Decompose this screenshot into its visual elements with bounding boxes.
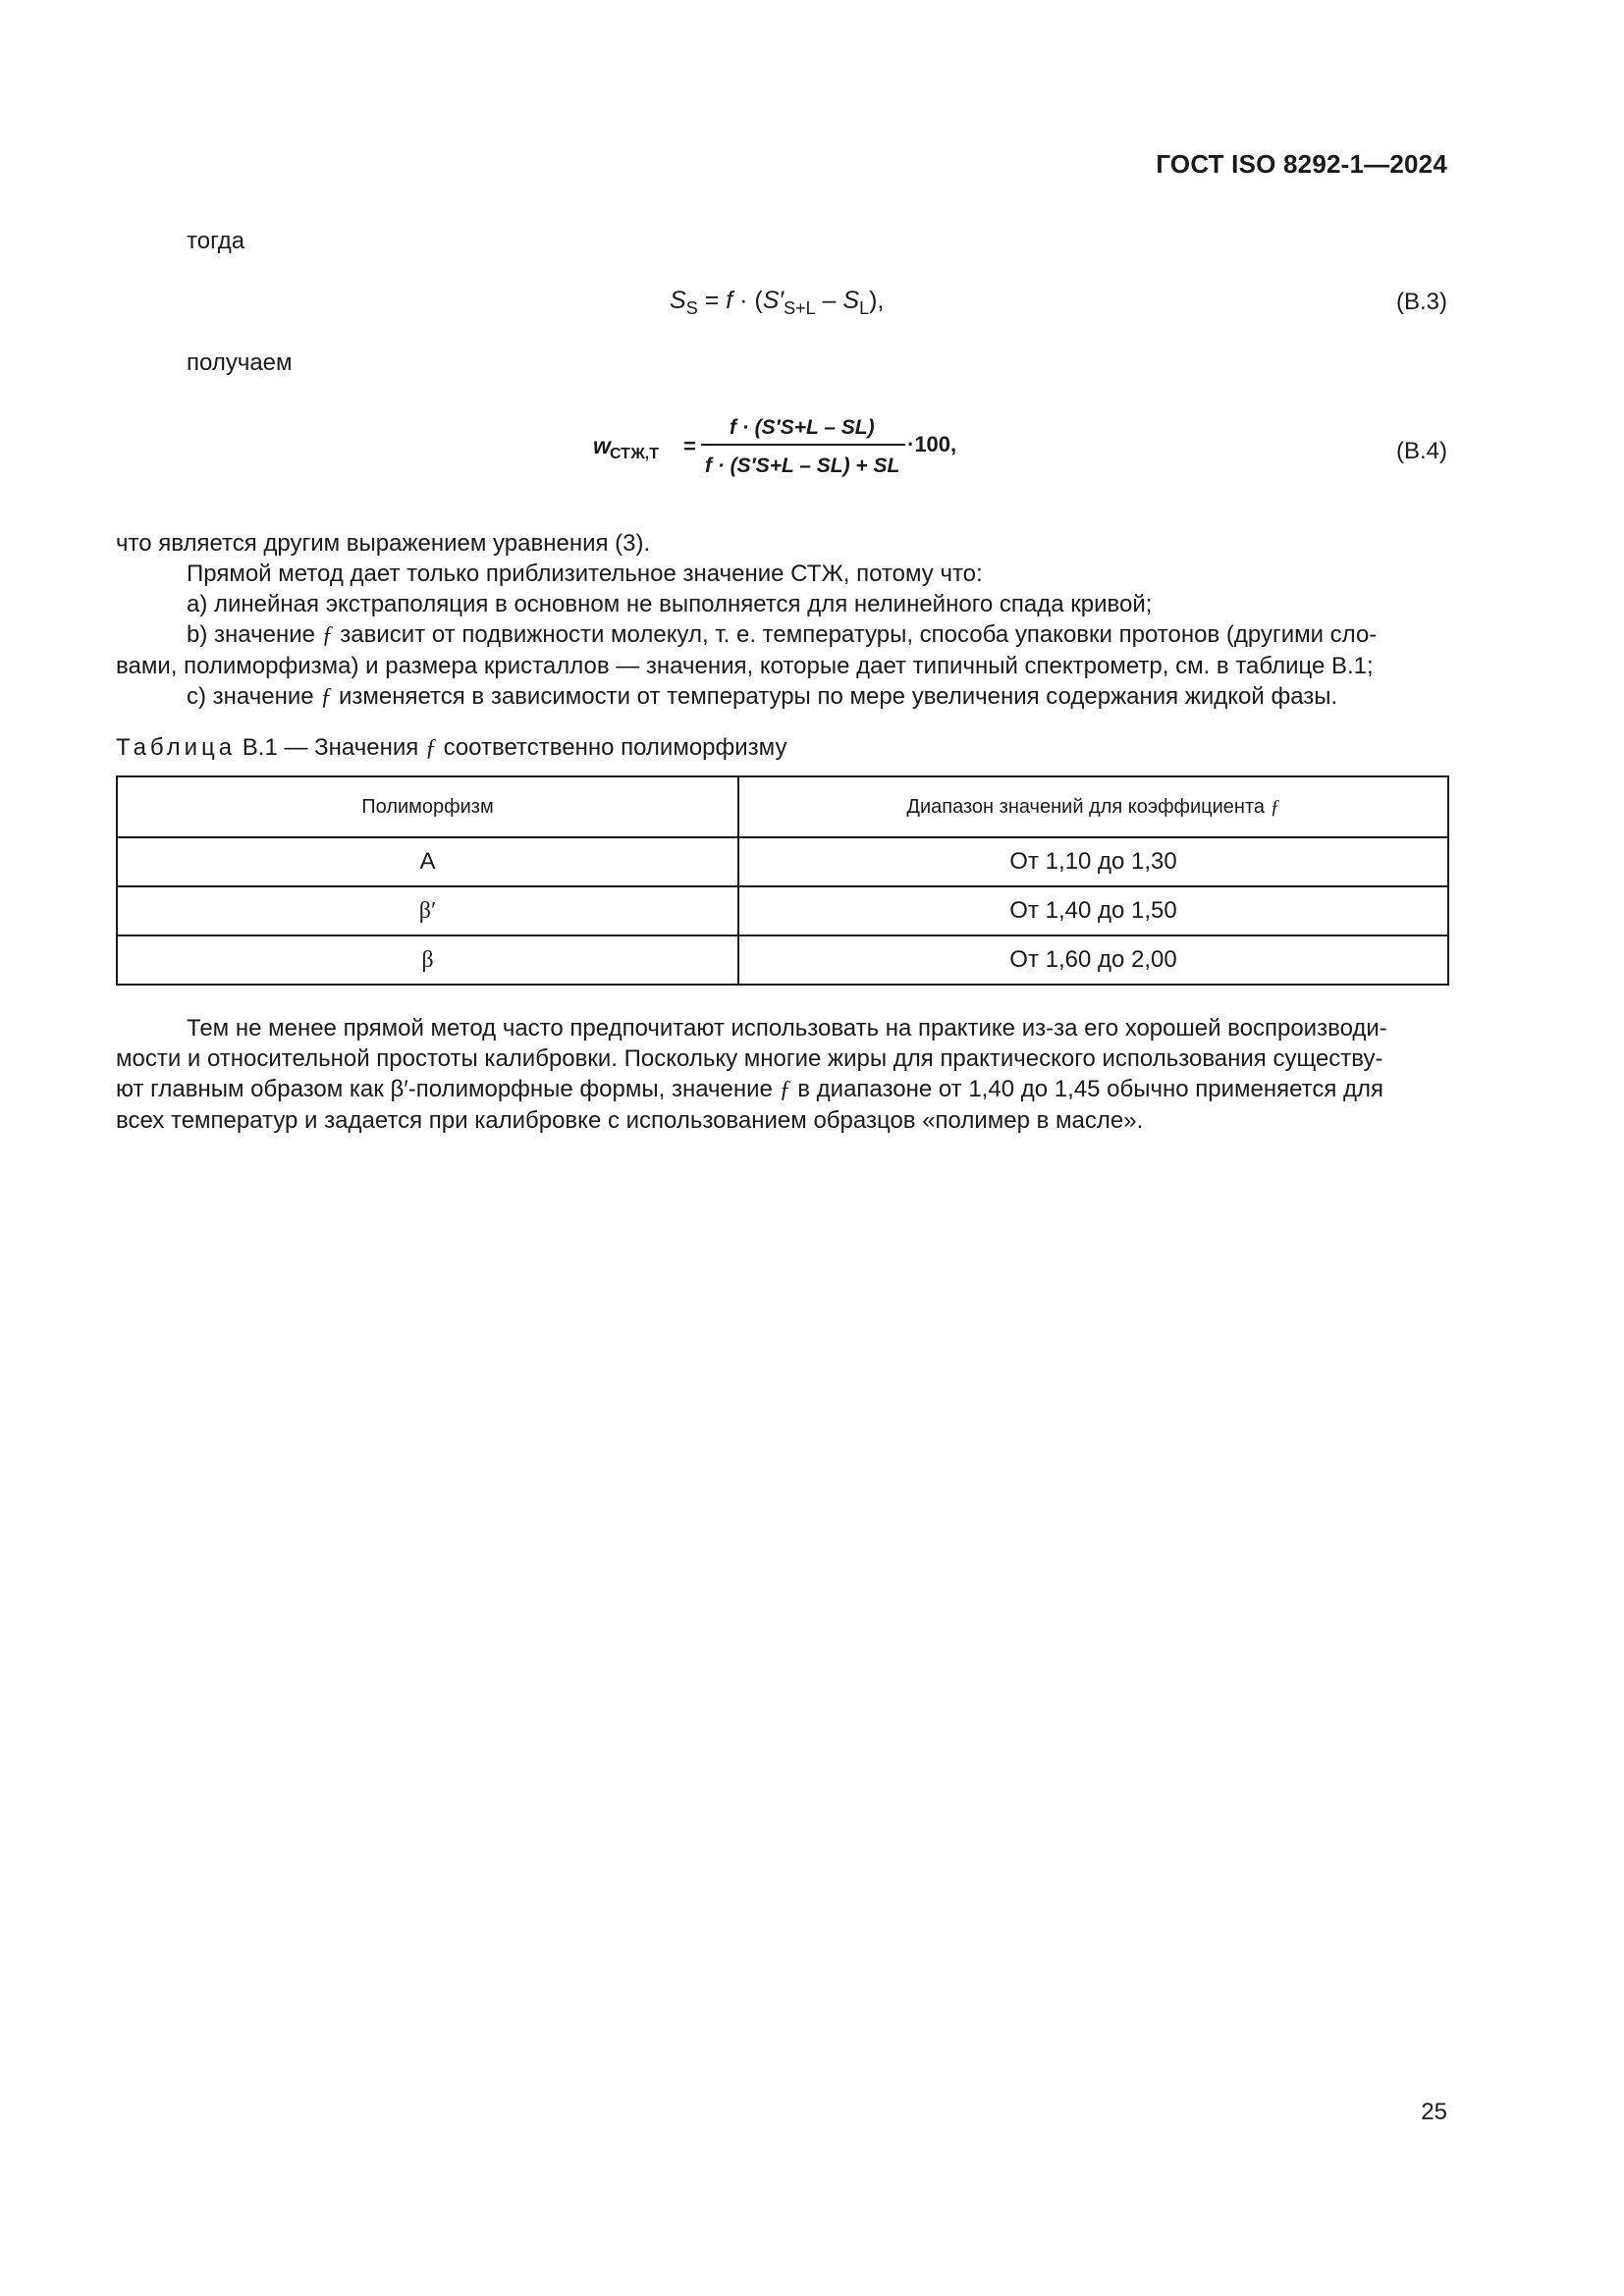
closing-line-3a: ют главным образом как β′-полиморфные формы, значение bbox=[116, 1076, 773, 1102]
table-cell-range: От 1,40 до 1,50 bbox=[738, 886, 1448, 935]
formula-b3-s3: S bbox=[842, 287, 860, 314]
table-row bbox=[117, 935, 1448, 985]
page-number: 25 bbox=[1421, 2099, 1447, 2125]
body-item-b bbox=[116, 619, 1449, 651]
formula-b4-sub: СТЖ,T bbox=[610, 446, 660, 462]
table-row bbox=[117, 837, 1448, 886]
polymorphism-table bbox=[116, 775, 1449, 986]
symbol-f: ƒ bbox=[779, 1077, 791, 1102]
formula-b3-mid: · ( bbox=[732, 287, 763, 314]
table-cell-polymorphism: β bbox=[117, 935, 738, 985]
table-caption-tail: соответственно полиморфизму bbox=[443, 734, 787, 761]
table-cell-polymorphism: A bbox=[117, 837, 738, 886]
formula-b3-sub-s: S bbox=[685, 298, 698, 318]
symbol-f: ƒ bbox=[321, 622, 334, 648]
body-item-a: a) линейная экстраполяция в основном не выполняется для нелинейного спада кривой; bbox=[187, 591, 1153, 617]
formula-b3-sub-sl: S+L bbox=[784, 298, 816, 318]
body-item-c-label: c) значение bbox=[187, 683, 314, 710]
body-item-b-label: b) значение bbox=[187, 621, 315, 648]
closing-line-3b: в диапазоне от 1,40 до 1,45 обычно применяется для bbox=[797, 1076, 1384, 1102]
table-header-row bbox=[117, 776, 1448, 837]
table-cell-polymorphism: β′ bbox=[117, 886, 738, 935]
text-poluchaem: получаем bbox=[187, 349, 293, 376]
formula-b4-eq: = bbox=[683, 434, 696, 458]
formula-b4-tail: ·100, bbox=[907, 432, 957, 456]
body-line-2: Прямой метод дает только приблизительное значение СТЖ, потому что: bbox=[187, 561, 983, 587]
table-caption-word: Таблица bbox=[116, 734, 237, 761]
formula-b4-numerator: f · (S′S+L – SL) bbox=[730, 416, 875, 439]
body-item-b-text: зависит от подвижности молекул, т. е. температуры, способа упаковки протонов (другими сло- bbox=[340, 621, 1378, 648]
body-item-b-cont: вами, полиморфизма) и размера кристаллов — значения, которые дает типичный спектрометр, см. в таблице B.1; bbox=[116, 653, 1374, 679]
table-caption-rest: B.1 — Значения bbox=[242, 734, 419, 761]
formula-b3 bbox=[670, 287, 884, 319]
closing-line-4: всех температур и задается при калибровке с использованием образцов «полимер в масле». bbox=[116, 1107, 1144, 1134]
formula-b3-s2: S′ bbox=[762, 287, 785, 314]
formula-b3-number: (B.3) bbox=[1395, 289, 1447, 315]
formula-b3-minus: – bbox=[815, 287, 843, 314]
closing-line-3 bbox=[116, 1074, 1449, 1105]
table-header-range-label: Диапазон значений для коэффициента bbox=[906, 795, 1266, 818]
symbol-f: ƒ bbox=[1270, 795, 1280, 818]
formula-b4-number: (B.4) bbox=[1395, 438, 1447, 464]
table-header-polymorphism: Полиморфизм bbox=[117, 776, 738, 837]
body-item-c bbox=[116, 681, 1449, 713]
body-item-c-text: изменяется в зависимости от температуры по мере увеличения содержания жидкой фазы. bbox=[338, 683, 1338, 710]
closing-paragraph bbox=[116, 1013, 1449, 1136]
closing-line-1: Тем не менее прямой метод часто предпочитают использовать на практике из-за его хорошей воспроизводи- bbox=[187, 1015, 1387, 1041]
table-caption bbox=[116, 734, 786, 762]
formula-b3-end: ), bbox=[869, 287, 885, 314]
formula-b4-denominator: f · (S′S+L – SL) + SL bbox=[705, 454, 900, 477]
formula-b3-s: S bbox=[670, 287, 686, 314]
formula-b3-f: f bbox=[726, 287, 733, 314]
table-cell-range: От 1,60 до 2,00 bbox=[738, 935, 1448, 985]
formula-b3-sub-l: L bbox=[859, 298, 870, 318]
body-paragraph bbox=[116, 528, 1449, 713]
document-header: ГОСТ ISO 8292-1—2024 bbox=[1156, 149, 1447, 179]
text-togda: тогда bbox=[187, 228, 245, 254]
table-row bbox=[117, 886, 1448, 935]
symbol-f: ƒ bbox=[424, 735, 437, 761]
formula-b4 bbox=[593, 412, 986, 481]
body-line-1: что является другим выражением уравнения (3). bbox=[116, 530, 651, 557]
formula-b4-w: w bbox=[593, 433, 611, 458]
formula-b3-eq: = bbox=[697, 287, 727, 314]
table-cell-range: От 1,10 до 1,30 bbox=[738, 837, 1448, 886]
closing-line-2: мости и относительной простоты калибровки. Поскольку многие жиры для практического использования существу- bbox=[116, 1045, 1383, 1072]
symbol-f: ƒ bbox=[320, 684, 333, 710]
table-header-range bbox=[738, 776, 1448, 837]
